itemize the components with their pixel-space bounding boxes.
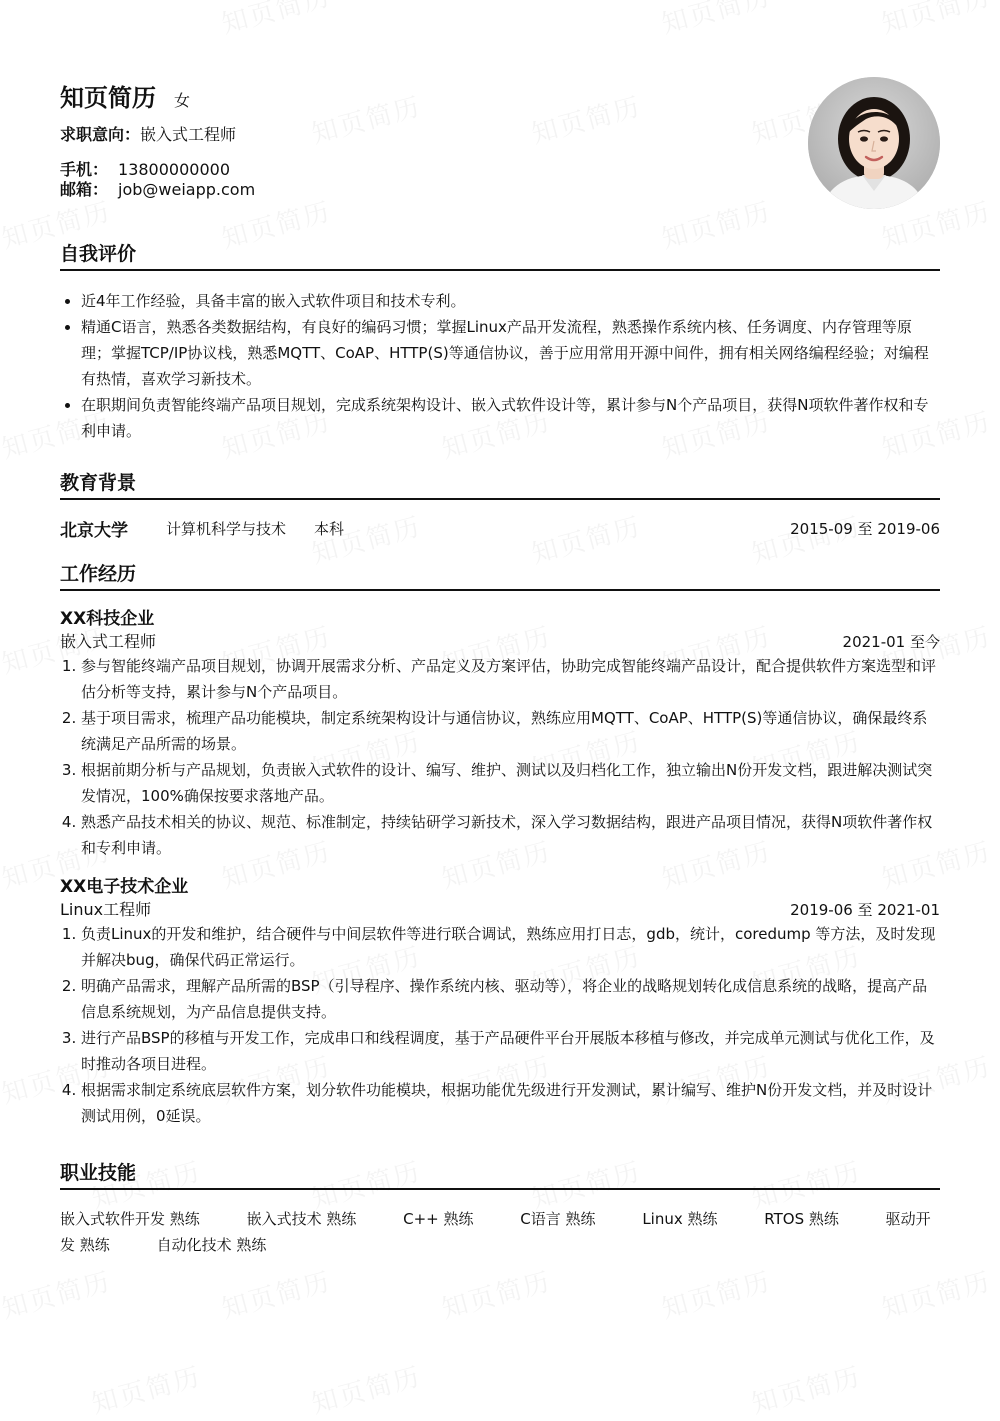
- list-item: 3. 根据前期分析与产品规划，负责嵌入式软件的设计、编写、维护、测试以及归档化工作，独立输出N份开发文档，跟进解决测试突发情况，100%确保按要求落地产品。: [81, 757, 940, 809]
- resume-page: [60, 0, 940, 1254]
- avatar-photo: [808, 77, 940, 209]
- watermark: [307, 1356, 425, 1421]
- skill-item: 驱动开发 熟练: [60, 1210, 931, 1254]
- job-company: XX科技企业: [60, 609, 155, 629]
- skill-item: 自动化技术 熟练: [156, 1236, 267, 1254]
- education-section: [60, 471, 940, 542]
- avatar: [808, 77, 940, 209]
- skill-item: C语言 熟练: [520, 1210, 596, 1228]
- phone-value: 13800000000: [118, 160, 230, 179]
- self-eval-section: [60, 242, 940, 444]
- skill-item: 嵌入式技术 熟练: [246, 1210, 357, 1228]
- skills-list: [60, 1206, 940, 1258]
- list-item: 2. 基于项目需求，梳理产品功能模块，制定系统架构设计与通信协议，熟练应用MQTT、CoAP、HTTP(S)等通信协议，确保最终系统满足产品所需的场景。: [81, 705, 940, 757]
- resume-header: [60, 0, 940, 210]
- watermark: [657, 1261, 775, 1326]
- phone-label: 手机：: [60, 160, 109, 179]
- job-entry: [60, 875, 940, 1129]
- job-intent: [60, 122, 236, 145]
- watermark: [217, 1261, 335, 1326]
- watermark: [877, 1261, 995, 1326]
- skill-item: C++ 熟练: [403, 1210, 474, 1228]
- candidate-name: 知页简历: [60, 84, 156, 112]
- skill-item: Linux 熟练: [642, 1210, 718, 1228]
- education-major: 计算机科学与技术: [166, 520, 287, 538]
- job-duties: [60, 921, 940, 1129]
- name-row: [60, 78, 190, 113]
- education-school: 北京大学: [60, 521, 128, 541]
- email-label: 邮箱：: [60, 180, 109, 199]
- email-line: [60, 177, 255, 200]
- job-intent-value: 嵌入式工程师: [140, 125, 237, 144]
- skills-title: 职业技能: [60, 1161, 940, 1190]
- list-item: 3. 进行产品BSP的移植与开发工作，完成串口和线程调度，基于产品硬件平台开展版本移植与修改，并完成单元测试与优化工作，及时推动各项目进程。: [81, 1025, 940, 1077]
- job-role-row: [60, 631, 940, 653]
- education-date: 2015-09 至 2019-06: [790, 520, 940, 538]
- candidate-gender: 女: [174, 91, 191, 110]
- job-date: 2019-06 至 2021-01: [790, 901, 940, 919]
- skills-section: [60, 1161, 940, 1258]
- list-item: 1. 参与智能终端产品项目规划，协调开展需求分析、产品定义及方案评估，协助完成智能终端产品设计，配合提供软件方案选型和评估分析等支持，累计参与N个产品项目。: [81, 653, 940, 705]
- job-date: 2021-01 至今: [842, 633, 940, 651]
- education-degree: 本科: [314, 520, 345, 538]
- skill-item: RTOS 熟练: [764, 1210, 839, 1228]
- job-intent-label: 求职意向：: [60, 125, 141, 144]
- job-company: XX电子技术企业: [60, 877, 189, 897]
- email-value: job@weiapp.com: [118, 180, 256, 199]
- job-entry: [60, 607, 940, 861]
- watermark: [747, 1356, 865, 1421]
- list-item: • 近4年工作经验，具备丰富的嵌入式软件项目和技术专利。: [81, 288, 940, 314]
- work-title: 工作经历: [60, 562, 940, 591]
- education-title: 教育背景: [60, 471, 940, 500]
- watermark: [437, 1261, 555, 1326]
- job-duties: [60, 653, 940, 861]
- list-item: 2. 明确产品需求，理解产品所需的BSP（引导程序、操作系统内核、驱动等），将企业的战略规划转化成信息系统的战略，提高产品信息系统规划，为产品信息提供支持。: [81, 973, 940, 1025]
- job-role: Linux工程师: [60, 900, 152, 919]
- list-item: • 在职期间负责智能终端产品项目规划，完成系统架构设计、嵌入式软件设计等，累计参与N个产品项目，获得N项软件著作权和专利申请。: [81, 392, 940, 444]
- list-item: 1. 负责Linux的开发和维护，结合硬件与中间层软件等进行联合调试，熟练应用打日志，gdb，统计，coredump 等方法，及时发现并解决bug，确保代码正常运行。: [81, 921, 940, 973]
- self-eval-list: [60, 288, 940, 444]
- watermark: [0, 1261, 115, 1326]
- watermark: [87, 1356, 205, 1421]
- job-role-row: [60, 899, 940, 921]
- self-eval-title: 自我评价: [60, 242, 940, 271]
- list-item: 4. 根据需求制定系统底层软件方案，划分软件功能模块，根据功能优先级进行开发测试，累计编写、维护N份开发文档，并及时设计测试用例，0延误。: [81, 1077, 940, 1129]
- list-item: 4. 熟悉产品技术相关的协议、规范、标准制定，持续钻研学习新技术，深入学习数据结构，跟进产品项目情况，获得N项软件著作权和专利申请。: [81, 809, 940, 861]
- list-item: • 精通C语言，熟悉各类数据结构，有良好的编码习惯；掌握Linux产品开发流程，熟悉操作系统内核、任务调度、内存管理等原理；掌握TCP/IP协议栈，熟悉MQTT、CoAP、HTTP(S)等通信协议，善于应用常用开源中间件，拥有相关网络编程经验；对编程有热情，喜欢学习新技术。: [81, 314, 940, 392]
- work-section: [60, 562, 940, 1129]
- education-row: [60, 516, 940, 542]
- job-role: 嵌入式工程师: [60, 632, 157, 651]
- skill-item: 嵌入式软件开发 熟练: [60, 1210, 200, 1228]
